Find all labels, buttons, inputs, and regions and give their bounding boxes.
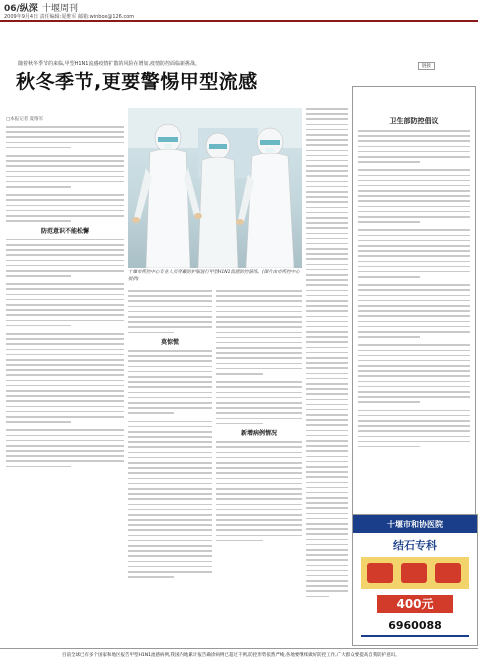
subhead-2: 莫惊慌 bbox=[160, 339, 179, 347]
column-mid-1 bbox=[128, 290, 212, 581]
sidebar-title: 卫生部防控倡议 bbox=[389, 117, 439, 125]
article-lead: 随着秋冬季节的来临,甲型H1N1流感疫情扩散的风险在增加,疫情防控面临新挑战。 bbox=[18, 61, 201, 67]
column-mid-2 bbox=[216, 290, 302, 545]
photo-caption: 十堰市疾控中心专业人员穿戴防护服进行甲型H1N1流感防控演练。(图片由市疾控中心提供) bbox=[128, 270, 300, 282]
page-section-label: 06/纵深 bbox=[4, 4, 38, 14]
header-rule bbox=[0, 20, 478, 22]
ad-brand: 十堰市和协医院 bbox=[387, 520, 443, 529]
page-meta: 2009年9月4日 责任编辑:夏维军 邮箱:winbox@126.com bbox=[4, 14, 135, 20]
footer-note: 目前全球已有多个国家和地区报告甲型H1N1流感病例,我国内地累计报告确诊病例已超过千例,防控形势依然严峻,各地要继续做好防控工作,广大群众要提高自我防护意识。 bbox=[62, 653, 400, 658]
sidebar-body bbox=[358, 130, 470, 451]
column-right bbox=[306, 108, 348, 601]
sidebar-tag: 链接 bbox=[418, 62, 435, 70]
ad-specialty: 结石专科 bbox=[393, 539, 437, 552]
subhead-3: 新增病例情况 bbox=[240, 430, 277, 438]
article-headline: 秋冬季节,更要警惕甲型流感 bbox=[16, 71, 258, 93]
article-photo bbox=[128, 108, 302, 268]
hospital-advertisement bbox=[352, 514, 478, 646]
ad-price: 400元 bbox=[377, 595, 453, 613]
ad-phone: 6960088 bbox=[388, 619, 442, 632]
protective-suit-figures bbox=[128, 108, 302, 268]
footer-rule bbox=[0, 648, 478, 649]
column-left bbox=[6, 126, 124, 471]
section-name: 十堰周刊 bbox=[42, 4, 79, 14]
subhead-1: 防范意识不能松懈 bbox=[40, 227, 89, 235]
article-byline: □本报记者 夏维军 bbox=[6, 117, 44, 122]
